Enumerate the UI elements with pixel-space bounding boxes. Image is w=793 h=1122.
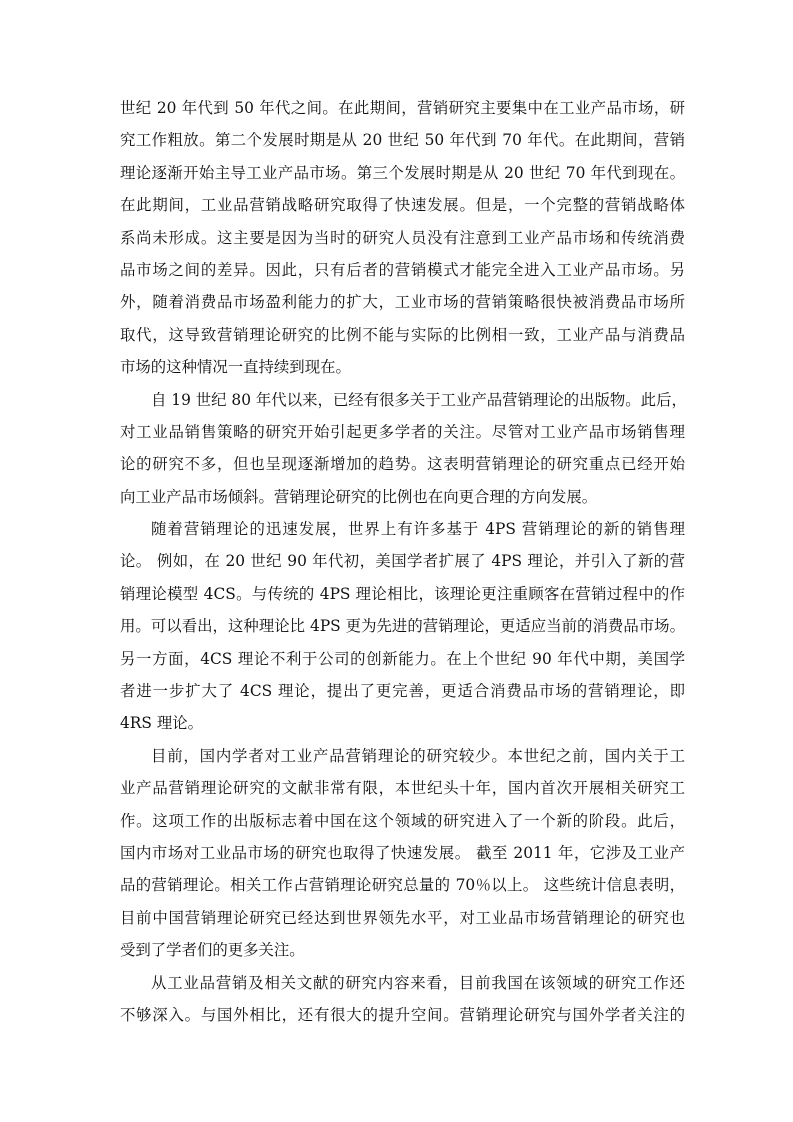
text-line: 品市场之间的差异。因此，只有后者的营销模式才能完全进入工业产品市场。另	[120, 260, 685, 279]
paragraph	[120, 967, 685, 1032]
paragraph	[120, 513, 685, 740]
text-line: 4RS 理论。	[120, 714, 203, 733]
text-line: 用。可以看出，这种理论比 4PS 更为先进的营销理论，更适应当前的消费品市场。	[120, 617, 685, 636]
text-line: 向工业产品市场倾斜。营销理论研究的比例也在向更合理的方向发展。	[120, 487, 598, 506]
text-line: 不够深入。与国外相比，还有很大的提升空间。营销理论研究与国外学者关注的	[120, 1005, 685, 1024]
paragraph	[120, 92, 685, 384]
text-line: 外，随着消费品市场盈利能力的扩大，工业市场的营销策略很快被消费品市场所	[120, 293, 685, 312]
text-line: 销理论模型 4CS。与传统的 4PS 理论相比，该理论更注重顾客在营销过程中的作	[120, 584, 685, 603]
text-line: 目前，国内学者对工业产品营销理论的研究较少。本世纪之前，国内关于工	[151, 746, 685, 765]
text-line: 业产品营销理论研究的文献非常有限，本世纪头十年，国内首次开展相关研究工	[120, 779, 685, 798]
text-line: 世纪 20 年代到 50 年代之间。在此期间，营销研究主要集中在工业产品市场，研	[120, 99, 685, 117]
text-line: 目前中国营销理论研究已经达到世界领先水平，对工业品市场营销理论的研究也	[120, 908, 685, 927]
paragraph	[120, 384, 685, 514]
text-line: 论。 例如，在 20 世纪 90 年代初，美国学者扩展了 4PS 理论，并引入了新的营	[120, 552, 685, 571]
text-line: 在此期间，工业品营销战略研究取得了快速发展。但是，一个完整的营销战略体	[120, 196, 685, 215]
text-line: 理论逐渐开始主导工业产品市场。第三个发展时期是从 20 世纪 70 年代到现在。	[120, 163, 685, 182]
paragraph	[120, 740, 685, 967]
text-line: 者进一步扩大了 4CS 理论，提出了更完善，更适合消费品市场的营销理论，即	[120, 682, 685, 701]
text-line: 系尚未形成。这主要是因为当时的研究人员没有注意到工业产品市场和传统消费	[120, 228, 685, 247]
text-line: 国内市场对工业品市场的研究也取得了快速发展。 截至 2011 年，它涉及工业产	[120, 843, 685, 862]
text-line: 另一方面，4CS 理论不利于公司的创新能力。在上个世纪 90 年代中期，美国学	[120, 649, 685, 668]
text-line: 从工业品营销及相关文献的研究内容来看，目前我国在该领域的研究工作还	[151, 973, 685, 992]
text-line: 对工业品销售策略的研究开始引起更多学者的关注。尽管对工业产品市场销售理	[120, 422, 685, 441]
text-line: 取代，这导致营销理论研究的比例不能与实际的比例相一致，工业产品与消费品	[120, 325, 685, 344]
text-line: 自 19 世纪 80 年代以来，已经有很多关于工业产品营销理论的出版物。此后，	[151, 390, 687, 409]
text-line: 市场的这种情况一直持续到现在。	[120, 358, 351, 377]
text-line: 随着营销理论的迅速发展，世界上有许多基于 4PS 营销理论的新的销售理	[151, 520, 685, 539]
text-line: 品的营销理论。相关工作占营销理论研究总量的 70％以上。 这些统计信息表明，	[120, 876, 685, 895]
text-line: 论的研究不多，但也呈现逐渐增加的趋势。这表明营销理论的研究重点已经开始	[120, 455, 685, 474]
text-line: 究工作粗放。第二个发展时期是从 20 世纪 50 年代到 70 年代。在此期间，营销	[120, 131, 685, 150]
text-line: 受到了学者们的更多关注。	[120, 941, 305, 960]
body-text	[120, 92, 685, 1031]
text-line: 作。这项工作的出版标志着中国在这个领域的研究进入了一个新的阶段。此后，	[120, 811, 685, 830]
